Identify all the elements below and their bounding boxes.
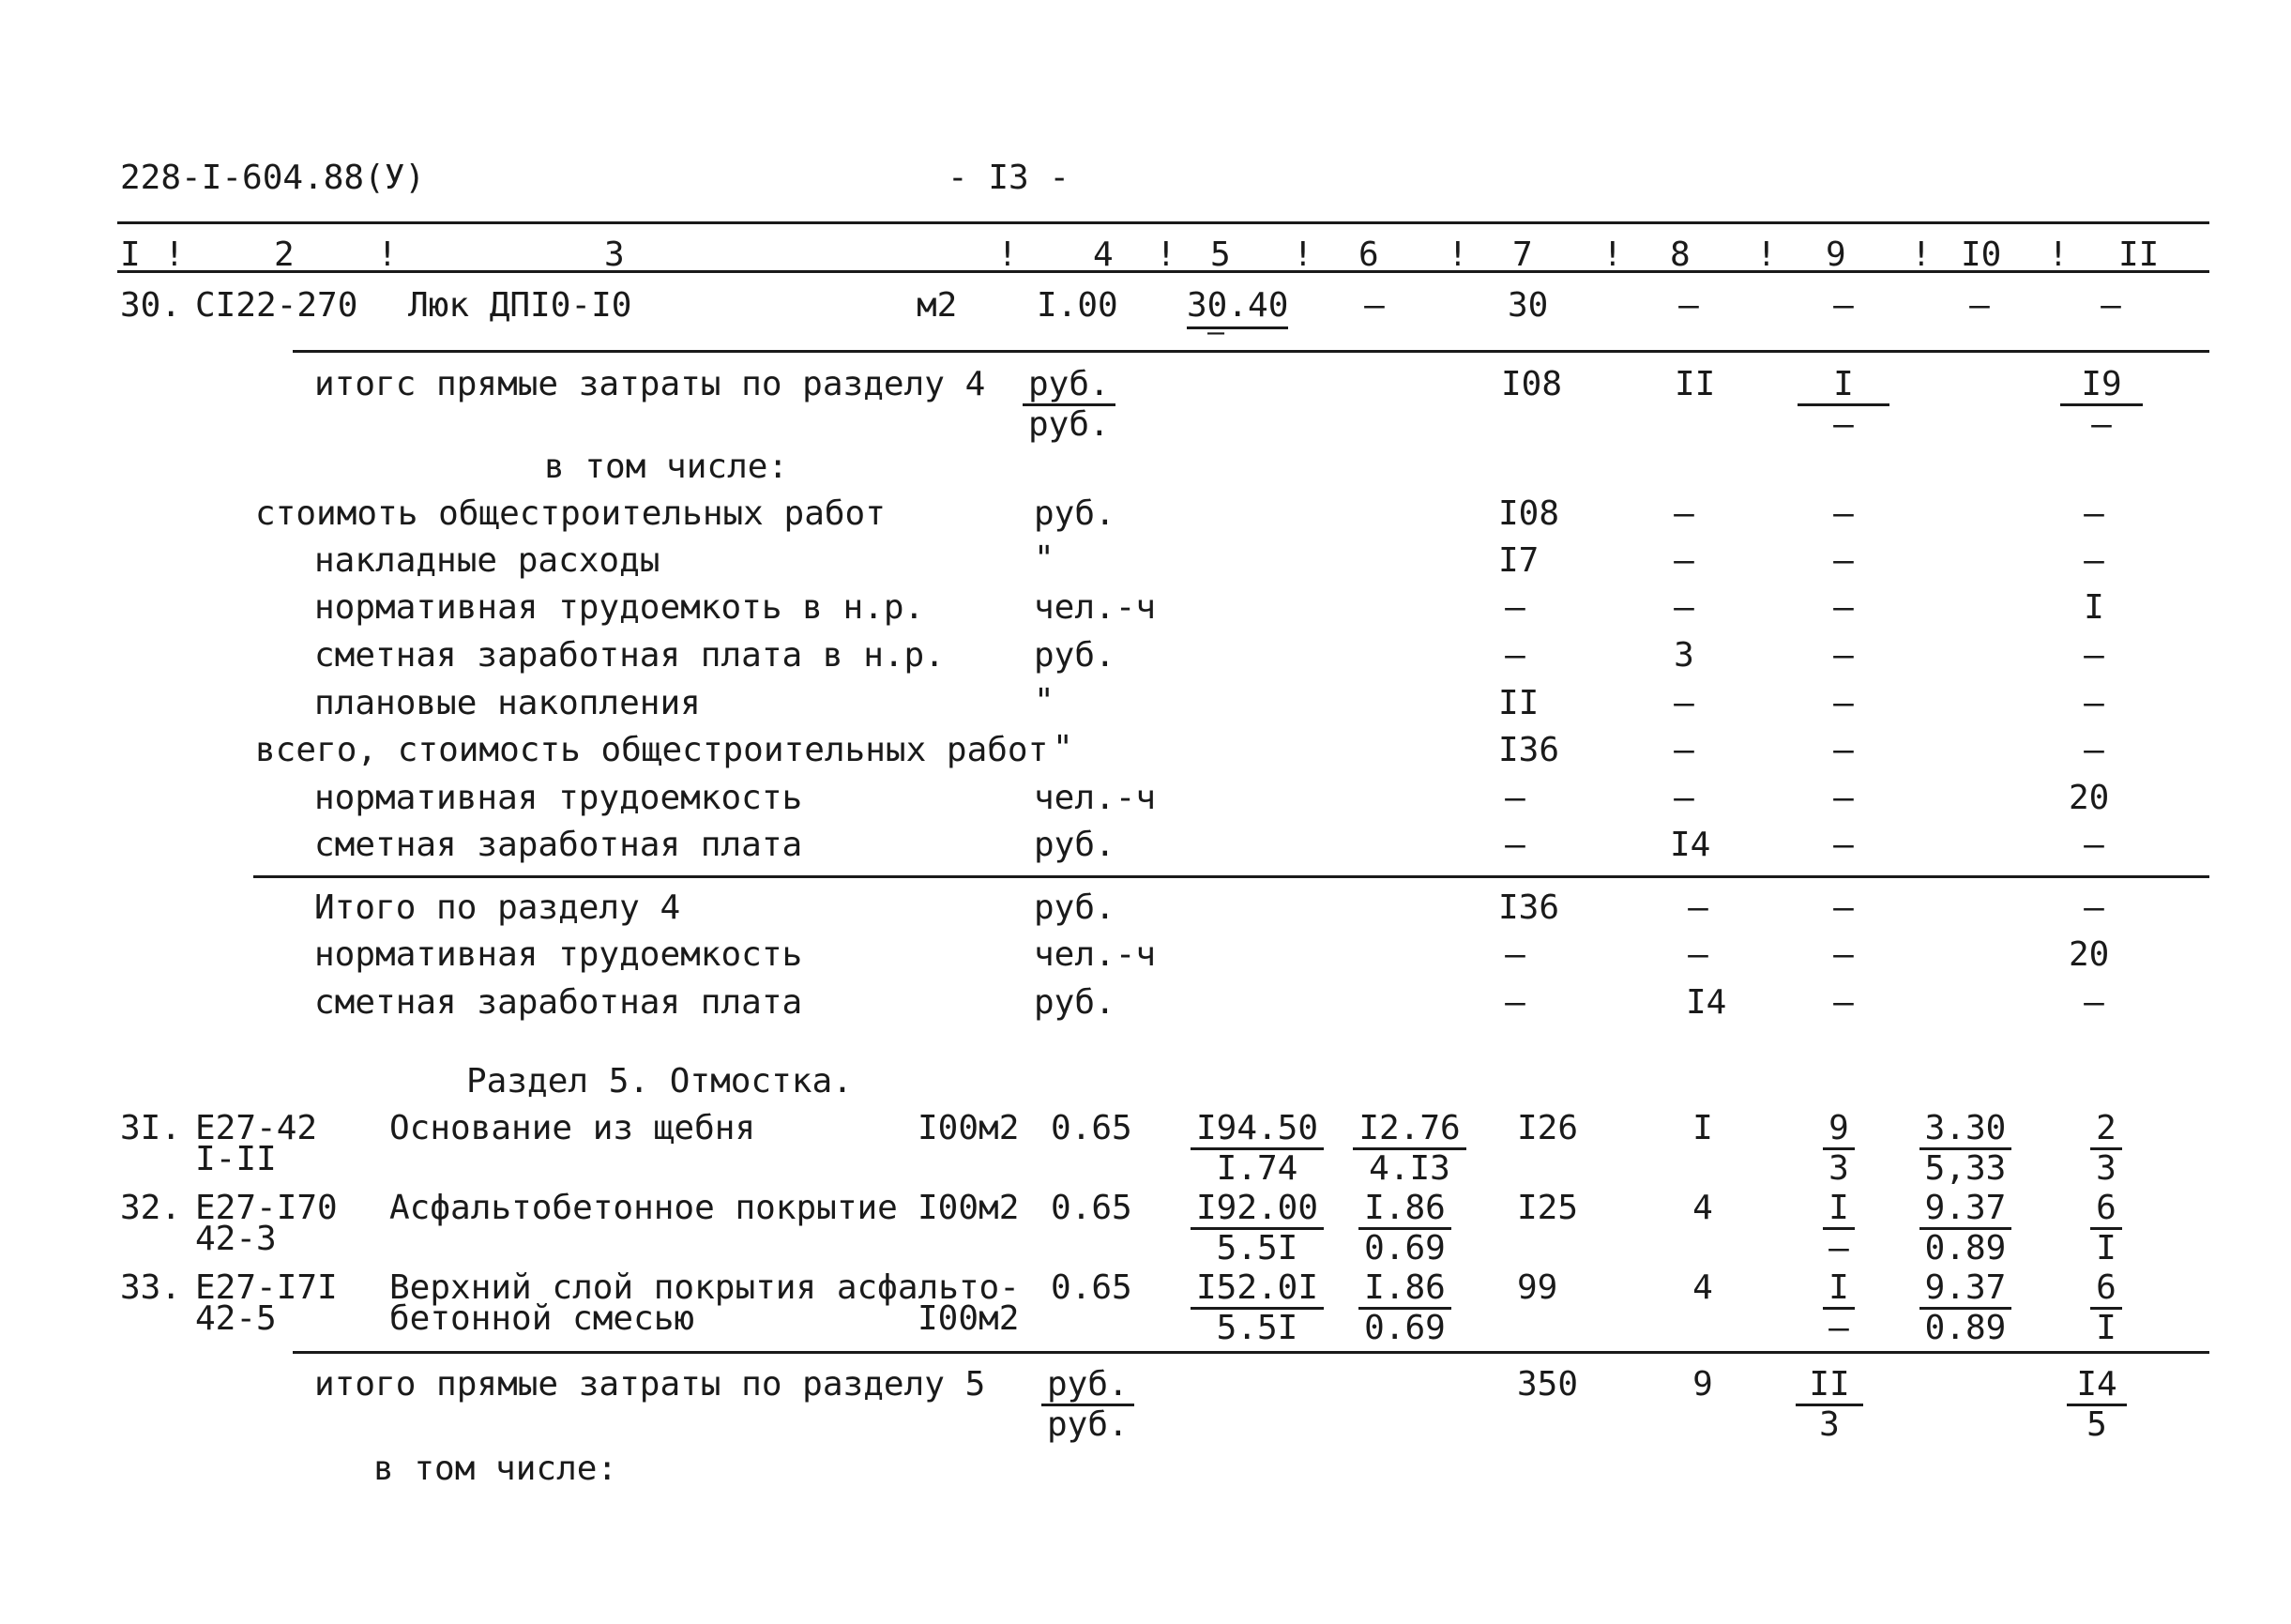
col9-value: – [1833,636,1854,675]
col11-value: – [2101,286,2121,325]
col6-fraction: $\frac{I.86}{0.69}$ [1351,1271,1459,1345]
col6-fraction: $\frac{I2.76}{4.I3}$ [1351,1112,1468,1186]
col9-value: – [1833,888,1854,927]
col7-value: II [1498,684,1540,722]
col7-value: I7 [1498,541,1540,580]
breakdown-unit: " [1034,539,1054,578]
including-heading: в том числе: [373,1449,618,1488]
col-separator: ! [1293,235,1313,274]
col11-value: – [2084,888,2104,927]
col11-value: – [2084,731,2104,769]
col9-value: – [1833,935,1854,974]
col7-value: I36 [1498,888,1560,927]
col11-value: – [2084,684,2104,722]
col11-value: I [2084,588,2104,627]
col-header-11: II [2118,235,2160,274]
col8-value: I4 [1670,826,1711,864]
col7-value: I08 [1498,494,1560,533]
col-header-7: 7 [1512,235,1533,274]
unit: I00м2 [918,1299,1020,1338]
col11-value: – [2084,636,2104,675]
direct-costs-label: итого прямые затраты по разделу 5 [314,1365,986,1404]
col8-value: – [1674,588,1694,627]
total-label: нормативная трудоемкость [314,935,803,974]
norm-code: E27-I7I [195,1268,338,1307]
col9-value: – [1833,684,1854,722]
document-code: 228-I-604.88(У) [120,159,426,197]
section-rule [293,350,2209,353]
col9-value: – [1833,541,1854,580]
breakdown-label: стоимоть общестроительных работ [255,494,886,533]
col9-fraction: I – [1811,1191,1867,1266]
table-top-rule [117,221,2209,224]
col-separator: ! [1448,235,1468,274]
col7-value: I08 [1501,365,1563,403]
col8-value: II [1675,365,1716,403]
col9-fraction: $\frac{II}{3}$ [1787,1368,1872,1442]
col8-value: 9 [1692,1365,1713,1404]
row-number: 33. [120,1268,182,1307]
col-header-2: 2 [274,235,295,274]
col-header-6: 6 [1358,235,1379,274]
header-bottom-rule [117,270,2209,273]
norm-code: E27-42 [195,1109,318,1147]
price-mark: – [1207,316,1225,349]
col11-fraction: I9 – [2045,368,2158,442]
col11-fraction: $\frac{6}{I}$ [2078,1271,2134,1345]
total-label: Итого по разделу 4 [314,888,681,927]
col-separator: ! [1156,235,1176,274]
section-rule [293,1351,2209,1354]
col-separator: ! [377,235,398,274]
norm-code-sub: I-II [195,1140,277,1178]
breakdown-unit: руб. [1034,494,1115,533]
breakdown-label: сметная заработная плата в н.р. [314,636,945,675]
page-number: - I3 - [948,159,1070,197]
col8-value: – [1674,731,1694,769]
col-header-8: 8 [1670,235,1691,274]
breakdown-unit: руб. [1034,636,1115,675]
col7-value: – [1505,935,1525,974]
col-separator: ! [1911,235,1932,274]
col7-value: – [1505,826,1525,864]
unit: I00м2 [918,1189,1020,1227]
col7-value: – [1505,588,1525,627]
item-name: Асфальтобетонное покрытие [389,1189,898,1227]
breakdown-unit: " [1053,729,1073,767]
col-header-1: I [120,235,141,274]
col-header-3: 3 [604,235,625,274]
totals-rule [253,875,2209,878]
col9-value: – [1833,731,1854,769]
col-separator: ! [997,235,1018,274]
total-unit: руб. [1034,983,1115,1022]
col5-fraction: $\frac{I92.00}{5.5I}$ [1187,1191,1328,1266]
col7-value: 30 [1508,286,1549,325]
breakdown-label: плановые накопления [314,684,701,722]
breakdown-label: накладные расходы [314,541,660,580]
including-heading: в том числе: [544,448,789,486]
col11-value: – [2084,494,2104,533]
col7-value: – [1505,983,1525,1022]
norm-code-sub: 42-3 [195,1220,277,1258]
item-name: Люк ДПI0-I0 [408,286,632,325]
item-name-continued: бетонной смесью [389,1299,695,1338]
col8-value: – [1674,684,1694,722]
unit-fraction: руб. руб. [1041,1368,1134,1442]
col11-value: – [2084,826,2104,864]
col8-value: 4 [1692,1268,1713,1307]
quantity: 0.65 [1051,1268,1132,1307]
col-separator: ! [1756,235,1777,274]
col9-value: – [1833,494,1854,533]
col8-value: 4 [1692,1189,1713,1227]
breakdown-label: сметная заработная плата [314,826,803,864]
col9-fraction: I – [1811,1271,1867,1345]
col6-fraction: $\frac{I.86}{0.69}$ [1351,1191,1459,1266]
unit-price: 30.40 [1187,289,1288,323]
col11-value: 20 [2069,935,2110,974]
breakdown-unit: " [1034,682,1054,721]
col7-value: 350 [1517,1365,1579,1404]
unit-fraction: руб. руб. [1023,368,1115,442]
col11-value: – [2084,983,2104,1022]
breakdown-unit: чел.-ч [1034,779,1157,817]
col-separator: ! [1602,235,1623,274]
col-header-10: I0 [1961,235,2002,274]
total-unit: чел.-ч [1034,935,1157,974]
breakdown-unit: руб. [1034,826,1115,864]
row-number: 3I. [120,1109,182,1147]
col11-fraction: $\frac{6}{I}$ [2078,1191,2134,1266]
quantity: 0.65 [1051,1109,1132,1147]
unit: I00м2 [918,1109,1020,1147]
breakdown-label: нормативная трудоемкость [314,779,803,817]
col11-fraction: $\frac{2}{3}$ [2078,1112,2134,1186]
col-separator: ! [164,235,185,274]
norm-code: CI22-270 [195,286,358,325]
direct-costs-label: итогс прямые затраты по разделу 4 [314,365,986,403]
unit: м2 [917,286,958,325]
col10-fraction: $\frac{3.30}{5,33}$ [1904,1112,2026,1186]
col7-value: I25 [1517,1189,1579,1227]
col7-value: 99 [1517,1268,1558,1307]
col7-value: I36 [1498,731,1560,769]
col9-fraction: I – [1787,368,1900,442]
col5-fraction: $\frac{I94.50}{I.74}$ [1187,1112,1328,1186]
total-label: сметная заработная плата [314,983,803,1022]
col11-value: 20 [2069,779,2110,817]
col7-value: – [1505,636,1525,675]
col9-value: – [1833,779,1854,817]
col10-value: – [1969,286,1990,325]
col9-value: – [1833,588,1854,627]
norm-code: E27-I70 [195,1189,338,1227]
col9-value: – [1833,826,1854,864]
item-name: Верхний слой покрытия асфальто- [389,1268,1020,1307]
breakdown-label: нормативная трудоемкоть в н.р. [314,588,925,627]
col-header-5: 5 [1210,235,1231,274]
breakdown-unit: чел.-ч [1034,588,1157,627]
col-header-4: 4 [1093,235,1114,274]
col9-value: – [1833,286,1854,325]
col10-fraction: $\frac{9.37}{0.89}$ [1904,1191,2026,1266]
col11-fraction: $\frac{I4}{5}$ [2059,1368,2134,1442]
col-separator: ! [2048,235,2069,274]
col8-value: – [1688,935,1708,974]
col9-value: – [1833,983,1854,1022]
quantity: I.00 [1037,286,1118,325]
col8-value: I [1692,1109,1713,1147]
col11-value: – [2084,541,2104,580]
item-name: Основание из щебня [389,1109,756,1147]
col6-value: – [1364,286,1385,325]
col8-value: 3 [1674,636,1694,675]
breakdown-label: всего, стоимость общестроительных работ [255,731,1049,769]
col8-value: – [1688,888,1708,927]
col8-value: – [1674,541,1694,580]
col8-value: – [1678,286,1699,325]
quantity: 0.65 [1051,1189,1132,1227]
col7-value: I26 [1517,1109,1579,1147]
row-number: 30. [120,286,182,325]
col8-value: – [1674,779,1694,817]
col-header-9: 9 [1826,235,1846,274]
col5-fraction: $\frac{I52.0I}{5.5I}$ [1187,1271,1328,1345]
norm-code-sub: 42-5 [195,1299,277,1338]
col7-value: – [1505,779,1525,817]
total-unit: руб. [1034,888,1115,927]
col9-fraction: $\frac{9}{3}$ [1811,1112,1867,1186]
col8-value: I4 [1686,983,1727,1022]
col8-value: – [1674,494,1694,533]
col10-fraction: $\frac{9.37}{0.89}$ [1904,1271,2026,1345]
section5-title: Раздел 5. Отмостка. [466,1062,853,1100]
row-number: 32. [120,1189,182,1227]
